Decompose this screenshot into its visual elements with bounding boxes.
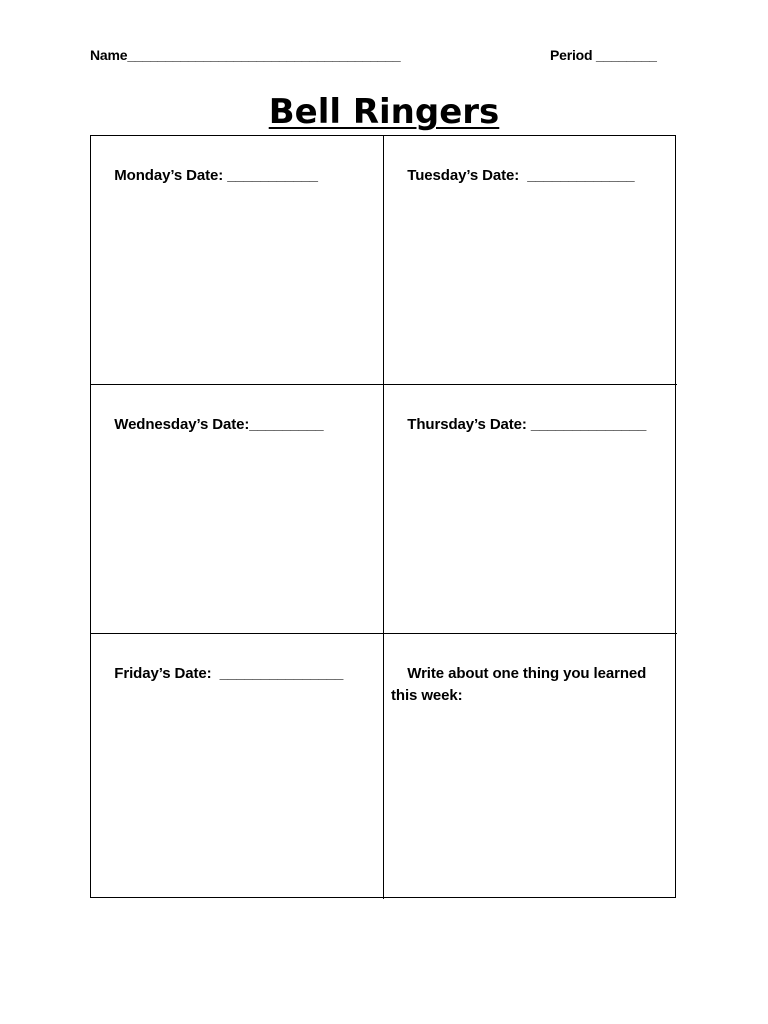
period-field-label: Period ________ (550, 47, 657, 63)
reflection-box (384, 634, 677, 899)
bell-ringer-grid (90, 135, 676, 898)
friday-date-label: Friday’s Date: _______________ (114, 665, 344, 682)
friday-box (91, 634, 384, 899)
page-title: Bell Ringers (268, 92, 500, 132)
wednesday-box (91, 385, 384, 634)
monday-box (91, 136, 384, 385)
wednesday-date-label: Wednesday’s Date:_________ (114, 416, 324, 433)
reflection-prompt: Write about one thing you learned this week: (391, 665, 651, 704)
thursday-box (384, 385, 677, 634)
name-field-label: Name____________________________________ (90, 47, 401, 63)
thursday-date-label: Thursday’s Date: ______________ (407, 416, 647, 433)
tuesday-box (384, 136, 677, 385)
tuesday-date-label: Tuesday’s Date: _____________ (407, 167, 635, 184)
monday-date-label: Monday’s Date: ___________ (114, 167, 318, 184)
